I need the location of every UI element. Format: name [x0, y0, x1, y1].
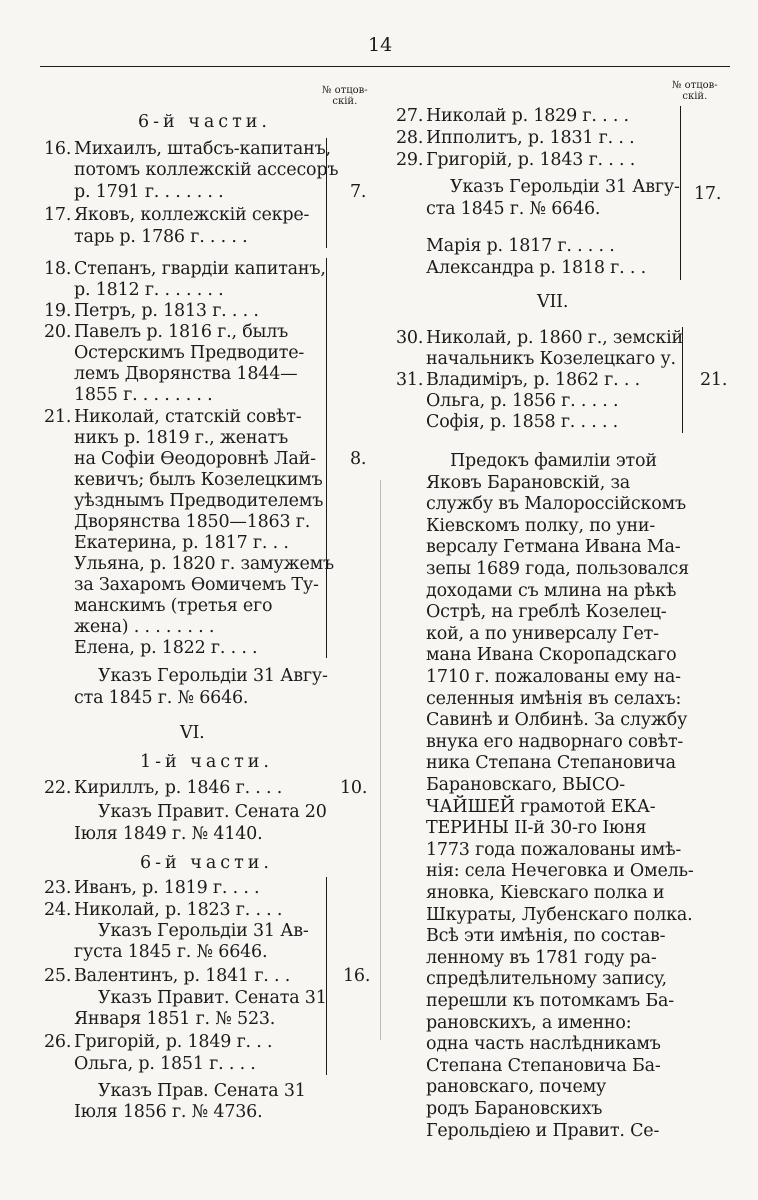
- entry-text: Александра р. 1818 г. . .: [426, 258, 646, 278]
- entry-text: начальникъ Козелецкаго у.: [426, 349, 676, 369]
- entry-text: лемъ Дворянства 1844—: [74, 364, 298, 384]
- entry-text: потомъ коллежскій ассесоръ: [74, 160, 339, 180]
- roman-heading: VI.: [180, 723, 205, 743]
- entry-text: Григорій, р. 1843 г. . . .: [426, 150, 636, 170]
- decree-text: Іюля 1856 г. № 4736.: [74, 1102, 263, 1122]
- entry-number: 17.: [44, 205, 72, 225]
- entry-number: 18.: [44, 259, 72, 279]
- entry-text: кевичъ; былъ Козелецкимъ: [74, 470, 323, 490]
- entry-text: Валентинъ, р. 1841 г. . .: [74, 966, 291, 986]
- entry-number: 25.: [44, 966, 72, 986]
- top-rule: [40, 66, 730, 67]
- paragraph-line: кой, а по универсалу Гет-: [426, 623, 659, 644]
- column-header-line: скій.: [332, 96, 358, 107]
- section-heading: 6-й части.: [140, 853, 273, 873]
- entry-text: Павелъ р. 1816 г., былъ: [74, 322, 289, 342]
- column-divider: [380, 480, 381, 1040]
- column-header-left: [322, 85, 368, 107]
- paragraph-line: внука его надворнаго совѣт-: [426, 731, 684, 752]
- decree-text: Указъ Герольдіи 31 Авгу-: [450, 177, 680, 197]
- entry-text: Ульяна, р. 1820 г. замужемъ: [74, 554, 334, 574]
- paragraph-line: Предокъ фамиліи этой: [450, 451, 657, 471]
- decree-text: Указъ Правит. Сената 20: [98, 802, 327, 822]
- entry-text: на Софіи Өеодоровнѣ Лай-: [74, 449, 316, 469]
- paragraph-line: доходами съ млина на рѣкѣ: [426, 580, 677, 601]
- decree-text: Іюля 1849 г. № 4140.: [74, 824, 263, 844]
- column-header-line: скій.: [682, 91, 708, 102]
- decree-text: Указъ Прав. Сената 31: [98, 1081, 306, 1101]
- decree-text: ста 1845 г. № 6646.: [426, 199, 601, 219]
- paragraph-line: Барановскаго, ВЫСО-: [426, 775, 625, 795]
- entry-text: р. 1791 г. . . . . . .: [74, 182, 224, 202]
- paragraph-line: версалу Гетмана Ивана Ма-: [426, 537, 681, 558]
- paragraph-line: рановскаго, почему: [426, 1077, 607, 1098]
- entry-number: 22.: [44, 778, 72, 798]
- entry-text: Степанъ, гвардіи капитанъ,: [74, 259, 326, 279]
- entry-text: Елена, р. 1822 г. . . .: [74, 638, 258, 658]
- entry-text: Михаилъ, штабсъ-капитанъ,: [74, 139, 331, 159]
- entry-text: Николай, р. 1860 г., земскій: [426, 328, 683, 348]
- entry-text: манскимъ (третья его: [74, 596, 273, 616]
- brace: [326, 258, 327, 658]
- entry-number: 20.: [44, 322, 72, 342]
- decree-text: ста 1845 г. № 6646.: [74, 688, 249, 708]
- father-number: 10.: [340, 778, 368, 798]
- paragraph-line: ТЕРИНЫ II-й 30-го Іюня: [426, 818, 647, 839]
- paragraph-line: Степана Степановича Ба-: [426, 1055, 661, 1076]
- section-heading: 6-й части.: [138, 112, 271, 132]
- father-number: 16.: [343, 966, 371, 986]
- column-header-right: [672, 80, 718, 102]
- column-header-line: № отцов-: [322, 85, 368, 96]
- entry-text: Екатерина, р. 1817 г. . .: [74, 533, 289, 553]
- entry-number: 23.: [44, 878, 72, 898]
- entry-text: Николай, статскій совѣт-: [74, 407, 302, 427]
- father-number: 7.: [350, 182, 367, 202]
- brace: [682, 327, 683, 433]
- entry-text: 1855 г. . . . . . . .: [74, 385, 213, 405]
- entry-text: Григорій, р. 1849 г. . .: [74, 1032, 273, 1052]
- brace: [326, 138, 327, 248]
- entry-text: тарь р. 1786 г. . . . .: [74, 227, 248, 247]
- paragraph-line: ника Степана Степановича: [426, 753, 676, 774]
- entry-text: никъ р. 1819 г., женатъ: [74, 428, 289, 448]
- entry-number: 29.: [396, 150, 424, 170]
- entry-number: 21.: [44, 407, 72, 427]
- paragraph-line: мана Ивана Скоропадскаго: [426, 645, 677, 666]
- entry-text: Николай р. 1829 г. . . .: [426, 106, 629, 126]
- entry-number: 27.: [396, 106, 424, 126]
- entry-number: 26.: [44, 1032, 72, 1052]
- father-number: 8.: [350, 449, 367, 469]
- paragraph-line: ленному въ 1781 году ра-: [426, 947, 657, 968]
- entry-number: 16.: [44, 139, 72, 159]
- paragraph-line: спредѣлительному записy,: [426, 969, 667, 990]
- entry-text: Кириллъ, р. 1846 г. . . .: [74, 778, 283, 798]
- paragraph-line: Всѣ эти имѣнія, по состав-: [426, 926, 666, 947]
- paragraph-line: 1773 года пожалованы имѣ-: [426, 839, 682, 860]
- entry-text: Остерскимъ Предводите-: [74, 343, 305, 363]
- paragraph-line: Яковъ Барановскій, за: [426, 472, 631, 493]
- entry-number: 28.: [396, 128, 424, 148]
- decree-text: Января 1851 г. № 523.: [74, 1009, 276, 1029]
- entry-text: Дворянства 1850—1863 г.: [74, 512, 311, 532]
- paragraph-line: 1710 г. пожалованы ему на-: [426, 667, 681, 687]
- paragraph-line: родъ Барановскихъ: [426, 1099, 603, 1119]
- entry-text: Марія р. 1817 г. . . . .: [426, 236, 615, 256]
- entry-text: Иванъ, р. 1819 г. . . .: [74, 878, 260, 898]
- paragraph-line: нія: села Нечеговка и Омель-: [426, 861, 694, 882]
- paragraph-line: Острѣ, на греблѣ Козелец-: [426, 602, 667, 623]
- entry-text: Яковъ, коллежскій секре-: [74, 205, 310, 225]
- paragraph-line: яновка, Кіевскаго полка и: [426, 883, 665, 903]
- paragraph-line: перешли къ потомкамъ Ба-: [426, 991, 674, 1011]
- entry-number: 31.: [396, 370, 424, 390]
- paragraph-line: Герольдіею и Правит. Се-: [426, 1120, 660, 1141]
- entry-text: Владиміръ, р. 1862 г. . .: [426, 370, 640, 390]
- brace: [680, 106, 681, 280]
- decree-text: Указъ Герольдіи 31 Авгу-: [98, 666, 328, 686]
- paragraph-line: службу въ Малороссійскомъ: [426, 494, 686, 515]
- paragraph-line: рановскихъ, а именно:: [426, 1012, 632, 1033]
- decree-text: Указъ Правит. Сената 31: [98, 988, 327, 1008]
- section-heading: 1-й части.: [140, 752, 273, 772]
- paragraph-line: ЧАЙШЕЙ грамотой ЕКА-: [426, 796, 656, 817]
- paragraph-line: селенныя имѣнія въ селахъ:: [426, 688, 682, 709]
- entry-text: Николай, р. 1823 г. . . .: [74, 900, 283, 920]
- father-number: 21.: [700, 370, 728, 390]
- paragraph-line: Шкураты, Лубенскаго полка.: [426, 904, 693, 925]
- roman-heading: VII.: [537, 292, 569, 312]
- entry-number: 30.: [396, 328, 424, 348]
- paragraph-line: зепы 1689 года, пользовался: [426, 559, 689, 579]
- entry-text: р. 1812 г. . . . . . .: [74, 280, 224, 300]
- entry-text: Софія, р. 1858 г. . . . .: [426, 412, 619, 432]
- entry-text: за Захаромъ Өомичемъ Ту-: [74, 575, 319, 595]
- entry-number: 24.: [44, 900, 72, 920]
- entry-number: 19.: [44, 301, 72, 321]
- paragraph-line: одна часть наслѣдникамъ: [426, 1034, 661, 1055]
- entry-text: уѣзднымъ Предводителемъ: [74, 491, 324, 511]
- decree-text: густа 1845 г. № 6646.: [74, 942, 268, 962]
- entry-text: Ольга, р. 1851 г. . . .: [74, 1054, 256, 1074]
- entry-text: Петръ, р. 1813 г. . . .: [74, 301, 259, 321]
- paragraph-line: Савинѣ и Олбинѣ. За службу: [426, 710, 688, 731]
- entry-text: Ольга, р. 1856 г. . . . .: [426, 391, 619, 411]
- entry-text: жена) . . . . . . . .: [74, 617, 215, 637]
- page-number: 14: [368, 34, 393, 56]
- column-header-line: № отцов-: [672, 80, 718, 91]
- entry-text: Ипполитъ, р. 1831 г. . .: [426, 128, 635, 148]
- father-number: 17.: [694, 184, 722, 204]
- paragraph-line: Кіевскомъ полку, по уни-: [426, 515, 656, 536]
- brace: [326, 877, 327, 1075]
- decree-text: Указъ Герольдіи 31 Ав-: [98, 921, 309, 941]
